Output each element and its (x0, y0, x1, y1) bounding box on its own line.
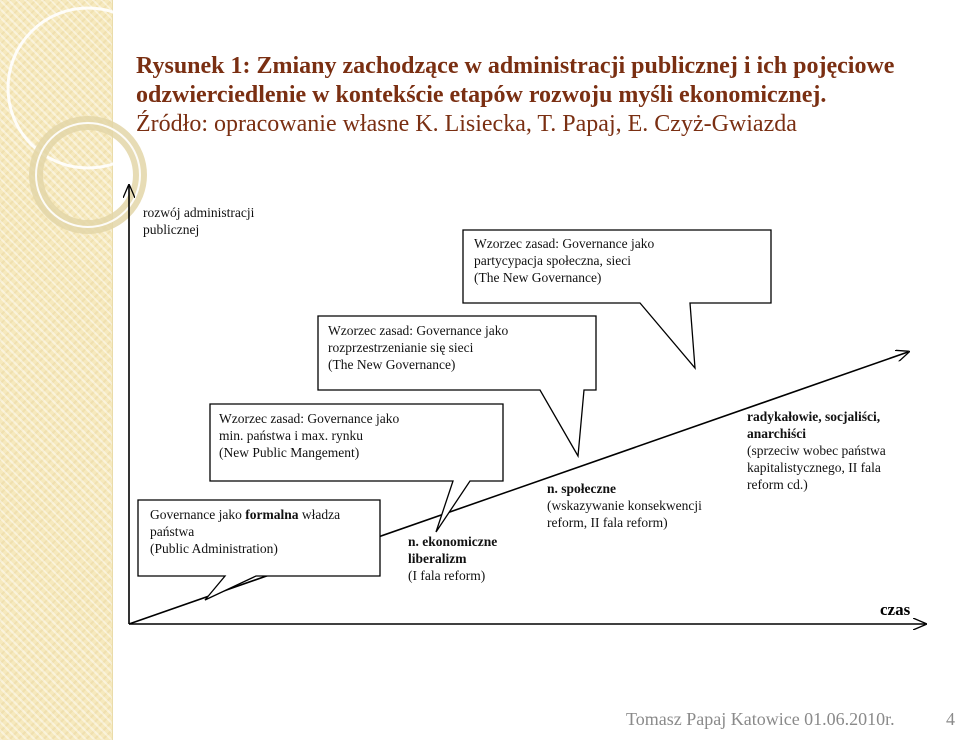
source-line: Źródło: opracowanie własne K. Lisiecka, T. Papaj, E. Czyż-Gwiazda (136, 111, 797, 137)
annotation3-normal3: reform cd.) (747, 477, 808, 492)
box1-line1: Wzorzec zasad: Governance jako (474, 236, 655, 251)
annotation3-bold1: radykałowie, socjaliści, (747, 409, 881, 424)
box3-line3: (New Public Mangement) (219, 445, 360, 460)
box3-line1: Wzorzec zasad: Governance jako (219, 411, 400, 426)
title-line-2: odzwierciedlenie w kontekście etapów rozwoju myśli ekonomicznej. (136, 82, 827, 108)
annotation2-bold1: n. społeczne (547, 481, 616, 496)
footer-text: Tomasz Papaj Katowice 01.06.2010r. (626, 709, 895, 729)
annotation3-normal2: kapitalistycznego, II fala (747, 460, 881, 475)
box1-line2: partycypacja społeczna, sieci (474, 253, 632, 268)
annotation1-normal: (I fala reform) (408, 568, 486, 583)
box4-line2: państwa (150, 524, 195, 539)
box2-line3: (The New Governance) (328, 357, 456, 372)
annotation1-bold2: liberalizm (408, 551, 467, 566)
annotation-social-sciences (547, 480, 722, 531)
box2-line1: Wzorzec zasad: Governance jako (328, 323, 509, 338)
annotation2-normal2: reform, II fala reform) (547, 515, 668, 530)
title-line-1: Rysunek 1: Zmiany zachodzące w administracji publicznej i ich pojęciowe (136, 53, 895, 79)
annotation1-bold1: n. ekonomiczne (408, 534, 498, 549)
box4-line3: (Public Administration) (150, 541, 278, 556)
box-network-spread-text (328, 322, 528, 373)
box1-line3: (The New Governance) (474, 270, 602, 285)
box4-text-pre: Governance jako (150, 507, 246, 522)
box-npm-text (219, 410, 429, 461)
annotation-economic-liberalism (408, 533, 528, 584)
box4-text-bold: formalna (245, 507, 299, 522)
y-axis-label: rozwój administracji publicznej (143, 205, 255, 237)
box-public-administration-text (150, 506, 380, 557)
box3-line2: min. państwa i max. rynku (219, 428, 363, 443)
box-network-governance-text (474, 235, 764, 286)
annotation3-normal1: (sprzeciw wobec państwa (747, 443, 886, 458)
box4-text-post: władza (298, 507, 341, 522)
box2-line2: rozprzestrzenianie się sieci (328, 340, 474, 355)
annotation2-normal1: (wskazywanie konsekwencji (547, 498, 702, 513)
annotation3-bold2: anarchiści (747, 426, 807, 441)
box4-line1 (150, 506, 380, 523)
x-axis-label: czas (880, 600, 911, 619)
page-number: 4 (946, 709, 955, 729)
annotation-radicals (747, 408, 947, 493)
